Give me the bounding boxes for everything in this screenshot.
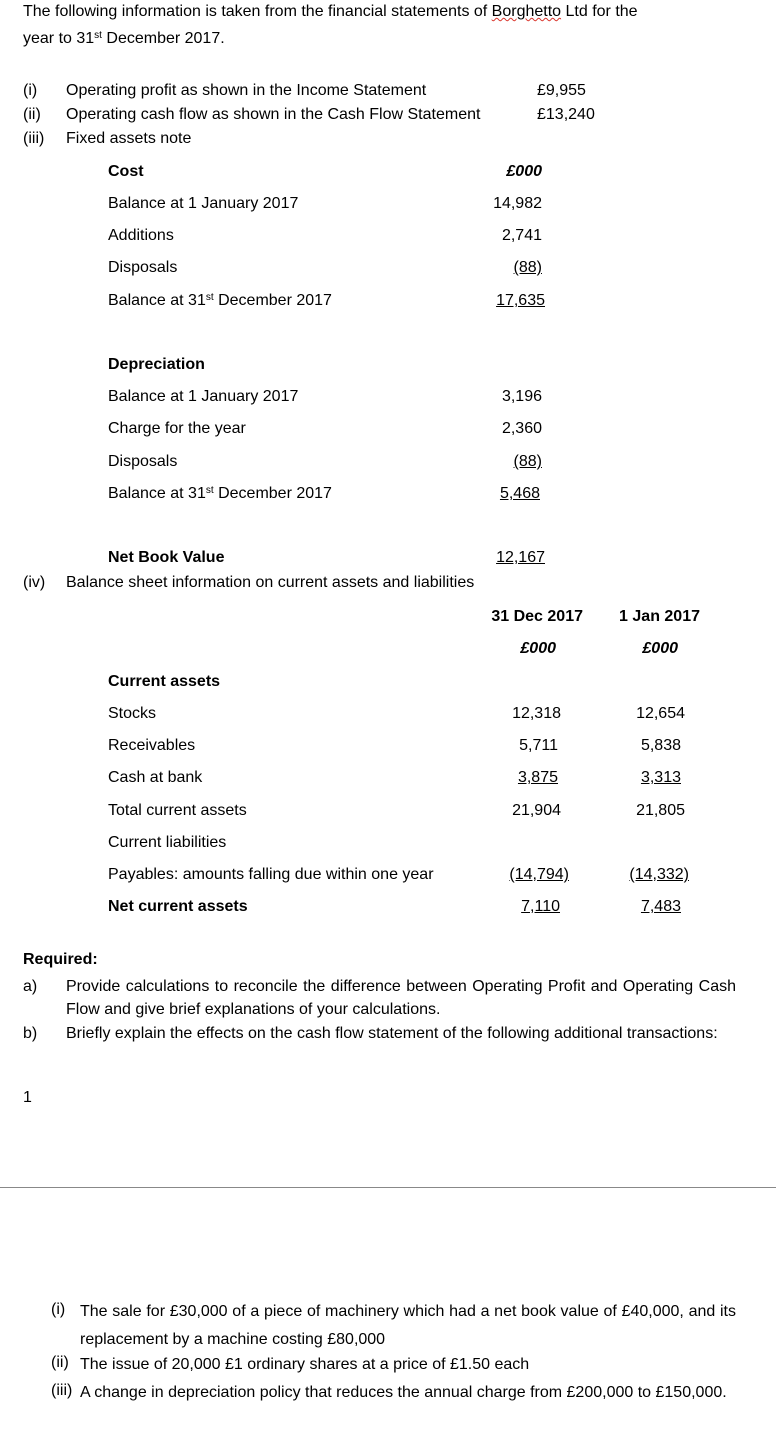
payables-value-jan [600, 865, 689, 885]
net-value-dec [470, 897, 560, 917]
item-label: Operating profit as shown in the Income Statement [66, 82, 427, 99]
bs-row-value-jan [600, 768, 681, 788]
cost-row-value [460, 258, 542, 278]
cost-row-label: Balance at 1 January 2017 [108, 195, 299, 212]
bs-row-value-jan: 21,805 [636, 802, 685, 819]
transaction-number: (i) [51, 1301, 66, 1318]
superscript: st [205, 485, 214, 496]
intro-text: year to 31 [23, 30, 95, 47]
question-number: b) [23, 1025, 38, 1042]
dep-row-value: 2,360 [501, 420, 542, 437]
question-number: a) [23, 978, 38, 995]
item-label: Operating cash flow as shown in the Cash Flow Statement [66, 106, 481, 123]
payables-label: Payables: amounts falling due within one year [108, 866, 434, 883]
bs-row-value-dec: 5,711 [519, 737, 558, 754]
unit-label: £000 [642, 640, 678, 657]
dep-row-value: 3,196 [501, 388, 542, 405]
unit-label: £000 [506, 163, 542, 180]
bs-row-value-dec: 12,318 [512, 705, 561, 722]
underlined-value: 7,483 [640, 898, 681, 915]
intro-text: December 2017. [101, 30, 225, 47]
underlined-value: 17,635 [496, 292, 545, 309]
intro-text: The following information is taken from the financial statements of [23, 3, 492, 20]
net-value-jan [600, 897, 681, 917]
bs-row-label: Cash at bank [108, 769, 203, 786]
item-number: (iv) [23, 574, 46, 591]
superscript: st [205, 292, 214, 303]
item-label: Fixed assets note [66, 130, 192, 147]
underlined-value: 3,875 [517, 769, 558, 786]
question-b-text: Briefly explain the effects on the cash flow statement of the following additional transactions: [66, 1025, 718, 1042]
cost-row-value [460, 291, 545, 311]
dep-row-label: Disposals [108, 453, 178, 470]
underlined-value: (14,794) [509, 866, 569, 883]
label-text: December 2017 [213, 485, 332, 502]
label-text: December 2017 [213, 292, 332, 309]
current-liabilities-heading: Current liabilities [108, 834, 227, 851]
item-number: (iii) [23, 130, 45, 147]
bs-row-label: Stocks [108, 705, 157, 722]
item-number: (i) [23, 82, 38, 99]
transaction-text: A change in depreciation policy that reduces the annual charge from £200,000 to £150,000. [80, 1384, 727, 1401]
transaction-number: (iii) [51, 1382, 73, 1399]
underlined-value: 5,468 [499, 485, 540, 502]
transaction-number: (ii) [51, 1354, 69, 1371]
underlined-value: 3,313 [640, 769, 681, 786]
required-heading: Required: [23, 951, 98, 968]
dep-row-value [460, 452, 542, 472]
bs-row-label: Receivables [108, 737, 196, 754]
depreciation-heading: Depreciation [108, 356, 205, 373]
net-current-assets-label: Net current assets [108, 898, 248, 915]
underlined-value: (88) [513, 259, 542, 276]
intro-line-1 [23, 2, 638, 22]
label-text: Balance at 31 [108, 485, 206, 502]
cost-row-label: Disposals [108, 259, 178, 276]
bs-row-value-jan: 5,838 [640, 737, 681, 754]
unit-label: £000 [520, 640, 556, 657]
cost-heading: Cost [108, 163, 144, 180]
bs-row-value-jan: 12,654 [636, 705, 685, 722]
dep-row-label: Charge for the year [108, 420, 246, 437]
question-a-text: Provide calculations to reconcile the difference between Operating Profit and Operating Cash Flow and give brief explanations of your calculations. [66, 978, 736, 1018]
payables-value-dec [470, 865, 569, 885]
intro-text: Ltd for the [561, 3, 638, 20]
underlined-value: 12,167 [496, 549, 545, 566]
dep-row-value [460, 484, 540, 504]
cost-row-label [108, 291, 332, 311]
bs-row-label: Total current assets [108, 802, 247, 819]
bs-row-value-dec [470, 768, 558, 788]
cost-row-value: 2,741 [501, 227, 542, 244]
underlined-value: (88) [513, 453, 542, 470]
item-number: (ii) [23, 106, 41, 123]
label-text: Balance at 31 [108, 292, 206, 309]
item-value: £9,955 [537, 82, 586, 99]
item-value: £13,240 [537, 106, 595, 123]
underlined-value: (14,332) [629, 866, 689, 883]
dep-row-label [108, 484, 332, 504]
cost-row-value: 14,982 [493, 195, 542, 212]
company-name: Borghetto [491, 3, 562, 20]
intro-line-2 [23, 29, 225, 49]
nbv-label: Net Book Value [108, 549, 225, 566]
underlined-value: 7,110 [521, 898, 560, 915]
current-assets-heading: Current assets [108, 673, 221, 690]
nbv-value [460, 548, 545, 568]
cost-row-label: Additions [108, 227, 174, 244]
page-number: 1 [23, 1089, 32, 1106]
column-header-2017-dec: 31 Dec 2017 [491, 608, 583, 625]
page-divider [0, 1187, 776, 1188]
transaction-text: The issue of 20,000 £1 ordinary shares at a price of £1.50 each [80, 1356, 530, 1373]
superscript: st [94, 30, 102, 41]
dep-row-label: Balance at 1 January 2017 [108, 388, 299, 405]
balance-sheet-title: Balance sheet information on current assets and liabilities [66, 574, 475, 591]
column-header-2017-jan: 1 Jan 2017 [619, 608, 700, 625]
transaction-text: The sale for £30,000 of a piece of machinery which had a net book value of £40,000, and its replacement by a machine costing £80,000 [80, 1303, 736, 1348]
bs-row-value-dec: 21,904 [512, 802, 561, 819]
